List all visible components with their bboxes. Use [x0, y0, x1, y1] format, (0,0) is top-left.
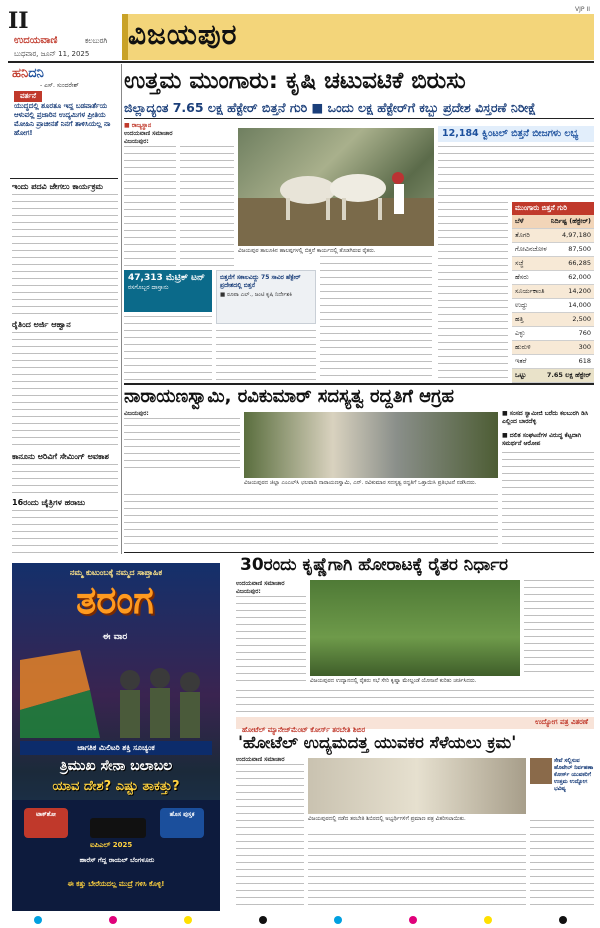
seed-crop-target: 66,285	[568, 259, 591, 267]
seed-table-total	[512, 369, 594, 383]
lead-dateline: ವಿಜಯಪುರ:	[124, 138, 149, 145]
ad-line-2: ಯಾವ ದೇಶ? ಎಷ್ಟು ತಾಕತ್ತು?	[52, 779, 180, 794]
registration-dot-cyan	[34, 916, 42, 924]
story4-headline: 'ಹೋಟೆಲ್ ಉದ್ಯಮದತ್ತ ಯುವಕರ ಸೆಳೆಯಲು ಕ್ರಮ'	[238, 733, 517, 752]
seed-table-row	[512, 257, 594, 271]
column-author: - ಎಸ್. ಸುಂದರೇಶ್	[40, 82, 79, 89]
seed-table-title: ಮುಂಗಾರು ಬಿತ್ತನೆ ಗುರಿ	[512, 202, 594, 215]
page-code: VJP II	[575, 6, 590, 13]
story2-side-note-2: ■ ದಲಿತ ಸಂಘಟನೆಗಳ ವಿರುದ್ಧ ಕೆಟ್ಟದಾಗಿ ಸಮರ್ಥನೆ ಆರೋಪ	[502, 432, 582, 447]
seed-total-label: ಒಟ್ಟು	[515, 371, 527, 379]
seed-crop-name: ಉದ್ದು	[515, 301, 528, 309]
registration-dot-magenta	[109, 916, 117, 924]
left-story-2-body	[12, 332, 118, 446]
story3-body-right	[524, 580, 594, 676]
seed-total-value: 7.65 ಲಕ್ಷ ಹೆಕ್ಟೇರ್	[546, 371, 591, 379]
story3-body-col1	[236, 596, 306, 682]
seed-crop-name: ಹೆಸರು	[515, 273, 529, 281]
column-logo-b: ದನಿ	[28, 66, 44, 81]
seed-crop-target: 87,500	[568, 245, 591, 253]
registration-dot-black-2	[559, 916, 567, 924]
registration-dot-yellow	[184, 916, 192, 924]
seed-crop-name: ಸೂರ್ಯಕಾಂತಿ	[515, 287, 545, 295]
seed-table-row	[512, 271, 594, 285]
seed-headline: 12,184 ಕ್ವಿಂಟಲ್ ಬಿತ್ತನೆ ಬೀಜಗಳು ಲಭ್ಯ	[442, 128, 579, 139]
ad-soldiers-graphic	[20, 650, 212, 738]
page-number: II	[8, 8, 29, 34]
lead-byline: ಉದಯವಾಣಿ ಸಮಾಚಾರ	[124, 130, 173, 137]
left-story-4-headline: 16ರಂದು ಚೈತ್ರಿಗಳ ಹರಾಜು	[12, 498, 86, 507]
lead-headline: ಉತ್ತಮ ಮುಂಗಾರು: ಕೃಷಿ ಚಟುವಟಿಕೆ ಬಿರುಸು	[124, 68, 466, 94]
masthead-rule	[8, 61, 594, 63]
newspaper-brand: ಉದಯವಾಣಿ	[14, 35, 58, 46]
brand-city: ಕಲಬುರಗಿ	[85, 37, 108, 45]
seed-story-body-2	[438, 202, 508, 380]
seed-table-col-crop: ಬೆಳೆ	[515, 217, 524, 225]
seed-crop-target: 618	[578, 357, 591, 365]
ad-banner: ಜಾಗತಿಕ ಮಿಲಿಟರಿ ಶಕ್ತಿ ಸೂಚ್ಯಂಕ	[20, 741, 212, 755]
ad-brand: ತರಂಗ	[76, 578, 154, 622]
ad-bottom-text-1: ಹಾರೆಸ್ ಗೆದ್ದ ರಾಯಲ್ ಬೆಂಗಳೂರು	[79, 856, 155, 864]
quote-attribution: ■ ರೂಪಾ ಎಲ್., ಜಂಟಿ ಕೃಷಿ ನಿರ್ದೇಶಕಿ	[220, 292, 292, 298]
registration-dot-yellow-2	[484, 916, 492, 924]
story2-dateline: ವಿಜಯಪುರ:	[124, 410, 149, 417]
seed-crop-target: 300	[578, 343, 591, 351]
quote-box	[216, 270, 316, 324]
story4-body-col1	[236, 764, 304, 908]
left-story-3-body	[12, 464, 118, 494]
story2-side-note-1: ■ ಸಂಸದ ಸ್ವಾಮೀಜಿ ಬರೆದು ಕಲಬುರಗಿ ಡಿಸಿ ಎಲ್ಲಿಂದ ಬಾರದೆಳ್ಳಿ	[502, 410, 589, 425]
seed-table-row	[512, 229, 594, 243]
left-story-2-headline: ರೈತಿಂದ ಅರ್ಜಿ ಆಹ್ವಾನ	[12, 320, 71, 329]
ad-book-icon	[90, 818, 146, 838]
seed-crop-name: ತೊಗರಿ	[515, 231, 530, 239]
column-poem: ಯುದ್ಧದಲ್ಲಿ ಶೂರತೂ ಇದ್ದ ಬಡವಾರ್ತೆಯ ಆಳುವಲ್ಲಿ ಪ್ರಜಾರಿನ ಉದ್ಯಮಿಗಳ ಪ್ರೀತಿಯ ಮೋಹಿನಿ ಪ್ರಾಚೀನತೆ ನಿನಗೆ ತಾಳಿಸಿಯಲ್ಲ ನಾ ಹೋಗ!	[14, 102, 111, 137]
seed-table-row	[512, 243, 594, 257]
section-rule-1	[124, 383, 594, 385]
lead-photo-farmers	[238, 128, 434, 246]
seed-table-row	[512, 313, 594, 327]
story4-kicker: ಹೋಟೆಲ್ ಮ್ಯಾನೇಜ್‌ಮೆಂಟ್ ಕೋರ್ಸ್ ತರಬೇತಿ ಶಿಬಿರ	[242, 726, 366, 734]
story4-body-col3	[530, 820, 594, 908]
column-divider	[10, 178, 118, 179]
seed-table-row	[512, 327, 594, 341]
seed-table-row	[512, 355, 594, 369]
story2-body-right	[502, 452, 594, 548]
edition-title: ವಿಜಯಪುರ	[128, 18, 238, 51]
column-tag: ವರ್ತನೆ	[14, 91, 42, 102]
seed-crop-name: ಇತರೆ	[515, 357, 527, 365]
seed-crop-target: 14,000	[568, 301, 591, 309]
lead-body-col3	[124, 316, 212, 380]
section-rule-2	[124, 552, 594, 553]
seed-crop-target: 760	[578, 329, 591, 337]
seed-table-header	[512, 215, 594, 229]
story4-portrait	[530, 758, 552, 784]
seed-table-col-target: ನಿರ್ದಿಷ್ಟ (ಹೆಕ್ಟೇರ್)	[550, 217, 591, 225]
seed-table-rows	[512, 229, 594, 369]
left-story-1-body	[12, 194, 118, 314]
lead-body-col1	[124, 146, 176, 266]
seed-story-body	[438, 146, 594, 198]
ad-badge-book: ಹೊಸ ಪುಸ್ತಕ	[160, 808, 204, 838]
story2-headline: ನಾರಾಯಣಸ್ವಾಮಿ, ರವಿಕುಮಾರ್ ಸದಸ್ಯತ್ವ ರದ್ದತಿಗೆ ಆಗ್ರಹ	[124, 386, 454, 407]
ad-badge-talkshow: ಟಾಕ್‌ಶೋ	[24, 808, 68, 838]
fertilizer-label: ರಸಗೊಬ್ಬರ ದಾಸ್ತಾನು	[128, 284, 169, 291]
seed-crop-name: ಎಳ್ಳು	[515, 329, 526, 337]
seed-table-row	[512, 285, 594, 299]
column-logo-a: ಹನಿ	[12, 66, 29, 81]
column-separator	[121, 64, 122, 554]
seed-crop-target: 2,500	[572, 315, 591, 323]
story4-body-col2	[308, 834, 526, 908]
lead-body-col5	[320, 256, 432, 380]
seed-target-table	[512, 202, 594, 383]
seed-table-row	[512, 341, 594, 355]
ad-weekly: ಈ ವಾರ	[102, 632, 128, 642]
story4-kicker-right: ಉದ್ಯೋಗ ಪತ್ರ ವಿತರಣೆ	[535, 718, 588, 726]
story3-headline: 30ರಂದು ಕೃಷ್ಣೆಗಾಗಿ ಹೋರಾಟಕ್ಕೆ ರೈತರ ನಿರ್ಧಾರ	[240, 555, 509, 575]
story3-dateline: ವಿಜಯಪುರ:	[236, 588, 261, 595]
print-registration-marks	[0, 914, 600, 926]
left-story-3-headline: ಕಾನೂನು ಅರಿವಿಗೆ ಸೇಮಿಂಗ್ ಅವಕಾಶ	[12, 452, 109, 461]
seed-crop-target: 14,200	[568, 287, 591, 295]
story2-body-bottom	[124, 494, 498, 548]
seed-crop-target: 62,000	[568, 273, 591, 281]
ad-tagline: ನಮ್ಮ ಕುಟುಂಬಕ್ಕೆ ನಮ್ಮದ ಸಾಪ್ತಾಹಿಕ	[69, 568, 163, 577]
story4-photo-caption: ವಿಜಯಪುರದಲ್ಲಿ ನಡೆದ ತರಬೇತಿ ಶಿಬಿರದಲ್ಲಿ ಅಭ್ಯರ್ಥಿಗಳಿಗೆ ಪ್ರಮಾಣ ಪತ್ರ ವಿತರಿಸಲಾಯಿತು.	[308, 816, 466, 822]
column-logo	[12, 66, 44, 81]
bullock-photo-icon	[238, 128, 434, 246]
registration-dot-black	[259, 916, 267, 924]
story2-photo-protest	[244, 412, 498, 478]
left-story-1-headline: ಇಂದು ಪದವಿ ಜೇಗಲು ಕಾರ್ಯಕ್ರಮ	[12, 182, 104, 191]
story4-side-box: ಸೇವೆ ಸಲ್ಲಿಸುವ ಹೊಟೇಲ್‌ ನಿರ್ವಹಣಾ ಕೋರ್ಸ್ ಯುವಕರಿಗೆ ಉತ್ತಮ ಉದ್ಯೋಗ ಭವಿಷ್ಯ	[554, 758, 594, 792]
lead-body-col4	[216, 330, 316, 380]
ad-bottom-text-2: ಈ ಕತ್ತು ಬೇರೆಯದಲ್ಲ ಮುದ್ರೆ ಗಳಿಸಿ ಕೊಳ್ಳಿ!	[67, 880, 165, 888]
lead-section-label: ■ ರಾಜ್ಯಸ್ಥಾನ	[124, 122, 152, 129]
ad-ipl-label: ಐಪಿಎಲ್ 2025	[90, 841, 133, 849]
publication-date: ಬುಧವಾರ, ಜೂನ್ 11, 2025	[14, 50, 90, 58]
story3-byline: ಉದಯವಾಣಿ ಸಮಾಚಾರ	[236, 580, 285, 587]
soldiers-icon	[20, 650, 212, 738]
story4-byline: ಉದಯವಾಣಿ ಸಮಾಚಾರ	[236, 756, 285, 763]
fertilizer-quantity: 47,313 ಮೆಟ್ರಿಕ್ ಟನ್	[128, 273, 205, 283]
seed-crop-name: ಗೋವಿನಜೋಳ	[515, 245, 547, 253]
story3-photo-caption: ವಿಜಯಪುರದ ಉದ್ಯಾನದಲ್ಲಿ ರೈತರು ಸಭೆ ಸೇರಿ ಕೃಷ್ಣಾ ಮೇಲ್ದಂಡೆ ಯೋಜನೆ ಕುರಿತು ಚರ್ಚಿಸಿದರು.	[310, 678, 477, 684]
ad-line-1: ತ್ರಿಮುಖ ಸೇನಾ ಬಲಾಬಲ	[59, 758, 173, 774]
lead-body-col2	[180, 146, 234, 266]
fertilizer-info-box	[124, 270, 212, 312]
seed-crop-name: ಹುರುಳಿ	[515, 343, 531, 351]
lead-subheadline: ಜಿಲ್ಲಾದ್ಯಂತ 7.65 ಲಕ್ಷ ಹೆಕ್ಟೇರ್ ಬಿತ್ತನೆ ಗುರಿ ■ ಒಂದು ಲಕ್ಷ ಹೆಕ್ಟೇರ್‌ಗೆ ಕಬ್ಬು ಪ್ರದೇಶ ವಿಸ್ತರಣೆ ನಿರೀಕ್ಷೆ	[124, 100, 537, 115]
seed-crop-target: 4,97,180	[562, 231, 591, 239]
seed-crop-name: ಸಜ್ಜೆ	[515, 259, 524, 267]
seed-crop-name: ಹತ್ತಿ	[515, 315, 524, 323]
seed-table-row	[512, 299, 594, 313]
story4-photo-training	[308, 758, 526, 814]
lead-photo-caption: ವಿಜಯಪುರ ತಾಲೂಕಿನ ಹಾಲಪ್ಪಗಳಲ್ಲಿ ಬಿತ್ತನೆ ಕಾರ್ಯದಲ್ಲಿ ತೊಡಗಿರುವ ರೈತರು.	[238, 248, 376, 254]
quote-text: ಬಿತ್ತನೆಗೆ ಸಕಾಲವಿದ್ದು 75 ಸಾವಿರ ಹೆಕ್ಟೇರ್ ಪ್ರದೇಶದಲ್ಲಿ ಬಿತ್ತನೆ	[220, 274, 301, 289]
lead-rule	[124, 118, 594, 119]
story2-photo-caption: ವಿಜಯಪುರದ ಜಿಲ್ಲಾ ಎಂಎಲ್‌ಸಿ ಛಲವಾದಿ ನಾರಾಯಣಸ್ವಾಮಿ, ಎನ್. ರವಿಕುಮಾರ ಸದಸ್ಯತ್ವ ರದ್ದತಿಗೆ ಒತ್ತಾಯಿಸಿ ಪ್ರತಿಭಟನೆ ನಡೆಸಿದರು.	[244, 480, 477, 486]
story3-photo-meeting	[310, 580, 520, 676]
story2-body-col1	[124, 418, 240, 470]
registration-dot-cyan-2	[334, 916, 342, 924]
registration-dot-magenta-2	[409, 916, 417, 924]
left-story-4-body	[12, 510, 118, 554]
story3-body-bottom	[236, 690, 594, 714]
story4-kicker-band	[236, 717, 594, 734]
